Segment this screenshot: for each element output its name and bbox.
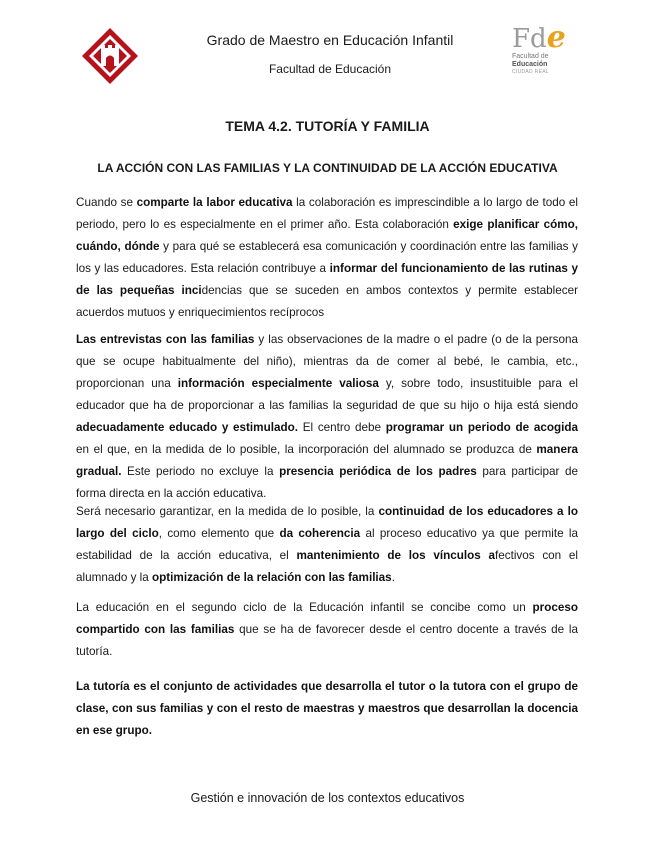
paragraph — [76, 329, 578, 505]
faculty-logo-line2: Educación — [512, 61, 548, 68]
text-run: y las observaciones de la madre o el padre (o de la persona que se ocupe habitualmente del niño), mientras da de comer al bebé, le cambia, etc., proporcionan una — [76, 333, 578, 390]
text-run: y para qué se establecerá esa comunicación y coordinación entre las familias y los y las educadores. Esta relación contribuye a — [76, 240, 578, 275]
paragraph — [76, 501, 578, 589]
faculty-logo-line1: Facultad de — [512, 53, 549, 60]
fde-mark-d: d — [530, 24, 547, 54]
text-run: en el que, en la medida de lo posible, la incorporación del alumnado se produzca de — [76, 443, 537, 456]
bold-text-run: presencia periódica de los padres — [279, 465, 477, 478]
bold-text-run: exige planificar cómo, cuándo, dónde — [76, 218, 578, 253]
text-run: Cuando se — [76, 196, 137, 209]
faculty-logo-line3: CIUDAD REAL — [512, 69, 549, 75]
page-footer: Gestión e innovación de los contextos educativos — [190, 791, 465, 805]
text-run: la colaboración es imprescindible a lo largo de todo el periodo, pero lo es especialmente en el primer año. Esta colaboración — [76, 196, 578, 231]
bold-text-run: mantenimiento de los vínculos a — [296, 549, 495, 562]
paragraph — [76, 597, 578, 663]
bold-text-run: da coherencia — [279, 527, 361, 540]
bold-text-run: continuidad de los educadores a lo largo del ciclo — [76, 505, 578, 540]
bold-text-run: optimización de la relación con las familias — [152, 571, 392, 584]
bold-text-run: La tutoría es el conjunto de actividades que desarrolla el tutor o la tutora con el grupo de clase, con sus familias y con el resto de maestras y maestros que desarrollan la docencia en ese grupo. — [76, 680, 578, 737]
text-run: , como elemento que — [158, 527, 280, 540]
text-run: que se ha de favorecer desde el centro docente a través de la tutoría. — [76, 623, 578, 658]
fde-mark — [512, 20, 582, 55]
text-run: Será necesario garantizar, en la medida de lo posible, la — [76, 505, 379, 518]
bold-text-run: información especialmente valiosa — [177, 377, 379, 390]
faculty-logo — [512, 20, 582, 90]
header-title: Grado de Maestro en Educación Infantil — [206, 32, 454, 48]
document-title: TEMA 4.2. TUTORÍA Y FAMILIA — [225, 118, 430, 134]
university-crest-icon — [80, 26, 140, 86]
fde-mark-f: F — [512, 24, 531, 54]
text-run: y, sobre todo, insustituible para el educador que ha de proporcionar a las familias la seguridad de que su hijo o hija está siendo — [76, 377, 578, 412]
bold-text-run: programar un periodo de acogida — [385, 421, 578, 434]
text-run: al proceso educativo ya que permite la estabilidad de la acción educativa, el — [76, 527, 579, 562]
bold-text-run: manera gradual. — [76, 443, 578, 478]
text-run: La educación en el segundo ciclo de la Educación infantil se concibe como un — [76, 601, 533, 614]
bold-text-run: informar del funcionamiento de las rutinas y de las pequeñas inci — [76, 262, 578, 297]
section-heading: LA ACCIÓN CON LAS FAMILIAS Y LA CONTINUIDAD DE LA ACCIÓN EDUCATIVA — [97, 161, 558, 175]
bold-text-run: adecuadamente educado y estimulado. — [76, 421, 298, 434]
text-run: dencias que se suceden en ambos contextos y permite establecer acuerdos mutuos y enriquecimientos recíprocos — [76, 284, 578, 319]
bold-text-run: Las entrevistas con las familias — [76, 333, 255, 346]
bold-text-run: comparte la labor educativa — [136, 196, 293, 209]
text-run: . — [391, 571, 395, 584]
text-run: fectivos con el alumnado y la — [76, 549, 579, 584]
university-crest-logo — [80, 26, 140, 86]
text-run: El centro debe — [298, 421, 386, 434]
text-run: para participar de forma directa en la acción educativa. — [76, 465, 578, 500]
text-run: Este periodo no excluye la — [121, 465, 280, 478]
fde-mark-e: e — [546, 20, 566, 55]
bold-text-run: proceso compartido con las familias — [76, 601, 578, 636]
paragraph — [76, 192, 578, 324]
paragraph — [76, 676, 578, 742]
header-subtitle: Facultad de Educación — [268, 62, 392, 76]
